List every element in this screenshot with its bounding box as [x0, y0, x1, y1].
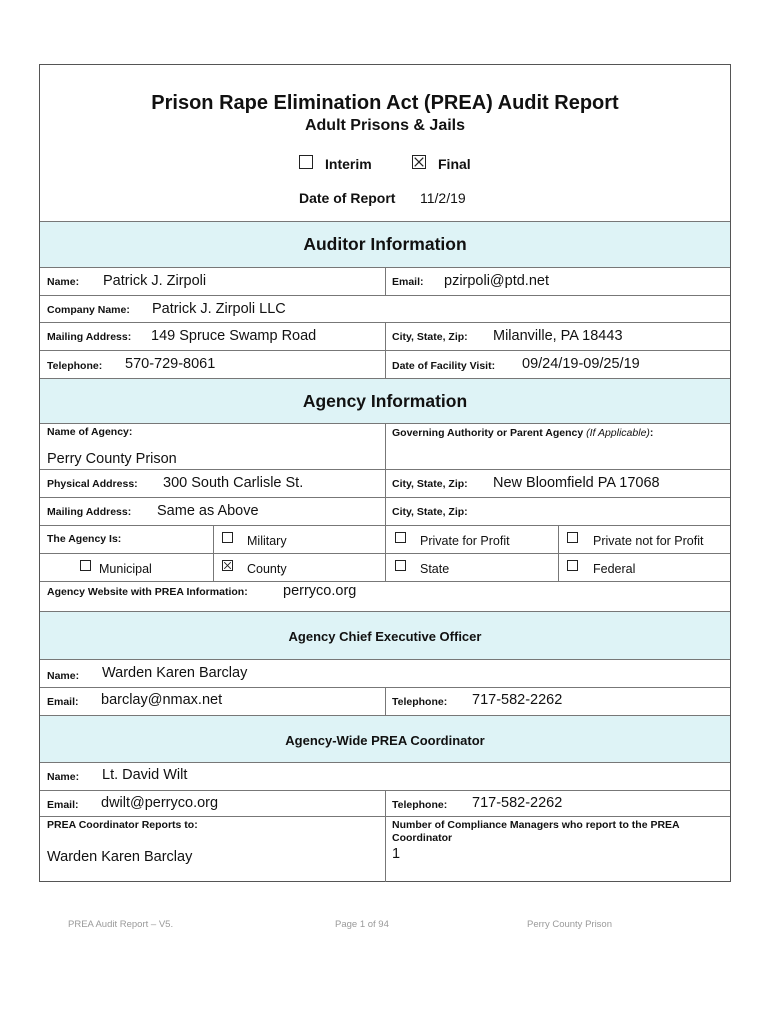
ceo-section-heading: Agency Chief Executive Officer — [288, 629, 482, 644]
agency-website-value: perryco.org — [283, 583, 357, 599]
agency-website-label: Agency Website with PREA Information: — [47, 586, 248, 598]
military-label: Military — [247, 534, 287, 548]
ceo-email-label: Email: — [47, 696, 79, 708]
state-label: State — [420, 562, 450, 576]
federal-checkbox[interactable] — [567, 560, 578, 571]
interim-label: Interim — [325, 156, 372, 172]
facility-visit-label: Date of Facility Visit: — [392, 360, 496, 372]
company-name-value: Patrick J. Zirpoli LLC — [152, 301, 286, 317]
auditor-section-heading: Auditor Information — [303, 234, 467, 254]
ceo-phone-label: Telephone: — [392, 696, 448, 708]
county-x-mark — [223, 561, 232, 570]
footer-page-number: Page 1 of 94 — [335, 919, 389, 930]
date-of-report-label: Date of Report — [299, 190, 396, 206]
auditor-mailing-label: Mailing Address: — [47, 331, 132, 343]
coordinator-phone-value: 717-582-2262 — [472, 795, 563, 811]
military-checkbox[interactable] — [222, 532, 233, 543]
auditor-mailing-value: 149 Spruce Swamp Road — [151, 328, 317, 344]
municipal-checkbox[interactable] — [80, 560, 91, 571]
agency-mailing-value: Same as Above — [157, 503, 259, 519]
agency-mailing-label: Mailing Address: — [47, 506, 132, 518]
municipal-label: Municipal — [99, 562, 152, 576]
agency-section-heading: Agency Information — [302, 391, 468, 411]
physical-city-label: City, State, Zip: — [392, 478, 468, 490]
coordinator-section-heading: Agency-Wide PREA Coordinator — [285, 733, 485, 748]
auditor-city-value: Milanville, PA 18443 — [493, 328, 623, 344]
facility-visit-value: 09/24/19-09/25/19 — [522, 356, 640, 372]
report-title: Prison Rape Elimination Act (PREA) Audit Report — [151, 92, 619, 114]
compliance-managers-label-line1: Number of Compliance Managers who report to the PREA — [392, 819, 680, 831]
final-label: Final — [438, 156, 471, 172]
agency-name-value: Perry County Prison — [47, 451, 177, 467]
ceo-phone-value: 717-582-2262 — [472, 692, 563, 708]
company-name-label: Company Name: — [47, 304, 130, 316]
private-profit-checkbox[interactable] — [395, 532, 406, 543]
coordinator-email-value: dwilt@perryco.org — [101, 795, 219, 811]
reports-to-label: PREA Coordinator Reports to: — [47, 819, 198, 831]
governing-authority-label: Governing Authority or Parent Agency (If Applicable): — [392, 427, 654, 439]
county-label: County — [247, 562, 287, 576]
final-x-mark — [413, 156, 425, 168]
coordinator-name-label: Name: — [47, 771, 80, 783]
private-nonprofit-checkbox[interactable] — [567, 532, 578, 543]
agency-is-label: The Agency Is: — [47, 533, 122, 545]
physical-address-label: Physical Address: — [47, 478, 138, 490]
date-of-report-value: 11/2/19 — [420, 190, 466, 206]
report-subtitle: Adult Prisons & Jails — [304, 117, 466, 134]
compliance-managers-value: 1 — [392, 846, 401, 862]
reports-to-value: Warden Karen Barclay — [47, 849, 193, 865]
federal-label: Federal — [593, 562, 636, 576]
interim-checkbox[interactable] — [299, 155, 313, 169]
auditor-email-label: Email: — [392, 276, 424, 288]
ceo-name-label: Name: — [47, 670, 80, 682]
private-profit-label: Private for Profit — [420, 534, 510, 548]
compliance-managers-label-line2: Coordinator — [392, 832, 453, 844]
footer-version: PREA Audit Report – V5. — [68, 919, 174, 930]
auditor-city-label: City, State, Zip: — [392, 331, 468, 343]
coordinator-name-value: Lt. David Wilt — [102, 767, 188, 783]
state-checkbox[interactable] — [395, 560, 406, 571]
final-checkbox[interactable] — [412, 155, 426, 169]
physical-address-value: 300 South Carlisle St. — [163, 475, 304, 491]
ceo-email-value: barclay@nmax.net — [101, 692, 223, 708]
footer-facility-name: Perry County Prison — [527, 919, 613, 930]
auditor-phone-label: Telephone: — [47, 360, 103, 372]
coordinator-email-label: Email: — [47, 799, 79, 811]
auditor-phone-value: 570-729-8061 — [125, 356, 216, 372]
auditor-name-label: Name: — [47, 276, 80, 288]
coordinator-phone-label: Telephone: — [392, 799, 448, 811]
private-nonprofit-label: Private not for Profit — [593, 534, 704, 548]
physical-city-value: New Bloomfield PA 17068 — [493, 475, 660, 491]
agency-name-label: Name of Agency: — [47, 426, 133, 438]
county-checkbox[interactable] — [222, 560, 233, 571]
agency-mailing-city-label: City, State, Zip: — [392, 506, 468, 518]
auditor-email-value: pzirpoli@ptd.net — [444, 273, 549, 289]
ceo-name-value: Warden Karen Barclay — [102, 665, 248, 681]
auditor-name-value: Patrick J. Zirpoli — [103, 273, 207, 289]
